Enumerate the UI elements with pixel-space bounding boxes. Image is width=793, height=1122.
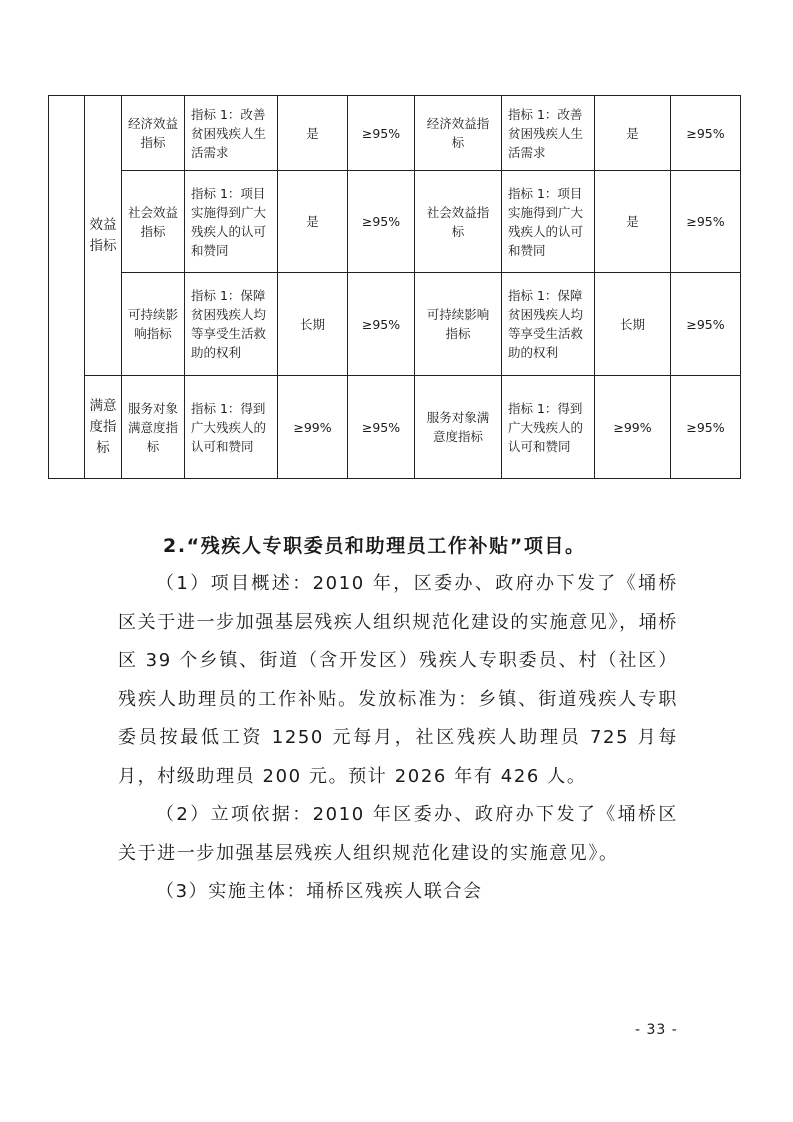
category-left: 社会效益指标 [122,171,185,273]
target-right: 是 [595,96,671,171]
target-left: ≥99% [278,376,348,479]
indicator-right: 指标 1：改善贫困残疾人生活需求 [502,96,595,171]
page-number: - 33 - [635,1022,678,1038]
indicator-right: 指标 1：得到广大残疾人的认可和赞同 [502,376,595,479]
indicator-left: 指标 1：得到广大残疾人的认可和赞同 [185,376,278,479]
paragraph-overview: （1）项目概述：2010 年，区委办、政府办下发了《埇桥区关于进一步加强基层残疾人组织规范化建设的实施意见》，埇桥区 39 个乡镇、街道（含开发区）残疾人专职委员、村（社区）残疾人助理员的工作补贴。发放标准为：乡镇、街道残疾人专职委员按最低工资 1250 元每月，社区残疾人助理员 725 月每月，村级助理员 200 元。预计 2026 年有 426 人。 [118,573,678,787]
category-right: 可持续影响指标 [415,273,502,376]
weight-right: ≥95% [671,96,741,171]
weight-left: ≥95% [348,96,415,171]
category-left: 经济效益指标 [122,96,185,171]
performance-table [48,95,741,479]
target-right: 是 [595,171,671,273]
group-label-satisfaction: 满意度指标 [85,376,122,479]
category-right: 社会效益指标 [415,171,502,273]
indicator-left: 指标 1：保障贫困残疾人均等享受生活救助的权利 [185,273,278,376]
weight-left: ≥95% [348,171,415,273]
weight-left: ≥95% [348,376,415,479]
table-row [49,273,741,376]
weight-right: ≥95% [671,376,741,479]
category-left: 服务对象满意度指标 [122,376,185,479]
indicator-left: 指标 1：改善贫困残疾人生活需求 [185,96,278,171]
indicator-right: 指标 1：项目实施得到广大残疾人的认可和赞同 [502,171,595,273]
target-right: ≥99% [595,376,671,479]
body-text [118,565,678,912]
indicator-left: 指标 1：项目实施得到广大残疾人的认可和赞同 [185,171,278,273]
target-left: 是 [278,96,348,171]
category-right: 服务对象满意度指标 [415,376,502,479]
weight-right: ≥95% [671,171,741,273]
blank-cell [49,96,85,479]
table-row [49,376,741,479]
paragraph-basis: （2）立项依据：2010 年区委办、政府办下发了《埇桥区关于进一步加强基层残疾人组织规范化建设的实施意见》。 [118,804,678,864]
weight-left: ≥95% [348,273,415,376]
table-row [49,171,741,273]
weight-right: ≥95% [671,273,741,376]
target-right: 长期 [595,273,671,376]
target-left: 长期 [278,273,348,376]
target-left: 是 [278,171,348,273]
table-row [49,96,741,171]
section-heading: 2.“残疾人专职委员和助理员工作补贴”项目。 [163,535,586,557]
category-right: 经济效益指标 [415,96,502,171]
category-left: 可持续影响指标 [122,273,185,376]
group-label-benefit: 效益指标 [85,96,122,376]
indicator-right: 指标 1：保障贫困残疾人均等享受生活救助的权利 [502,273,595,376]
paragraph-implementer: （3）实施主体：埇桥区残疾人联合会 [156,881,483,902]
